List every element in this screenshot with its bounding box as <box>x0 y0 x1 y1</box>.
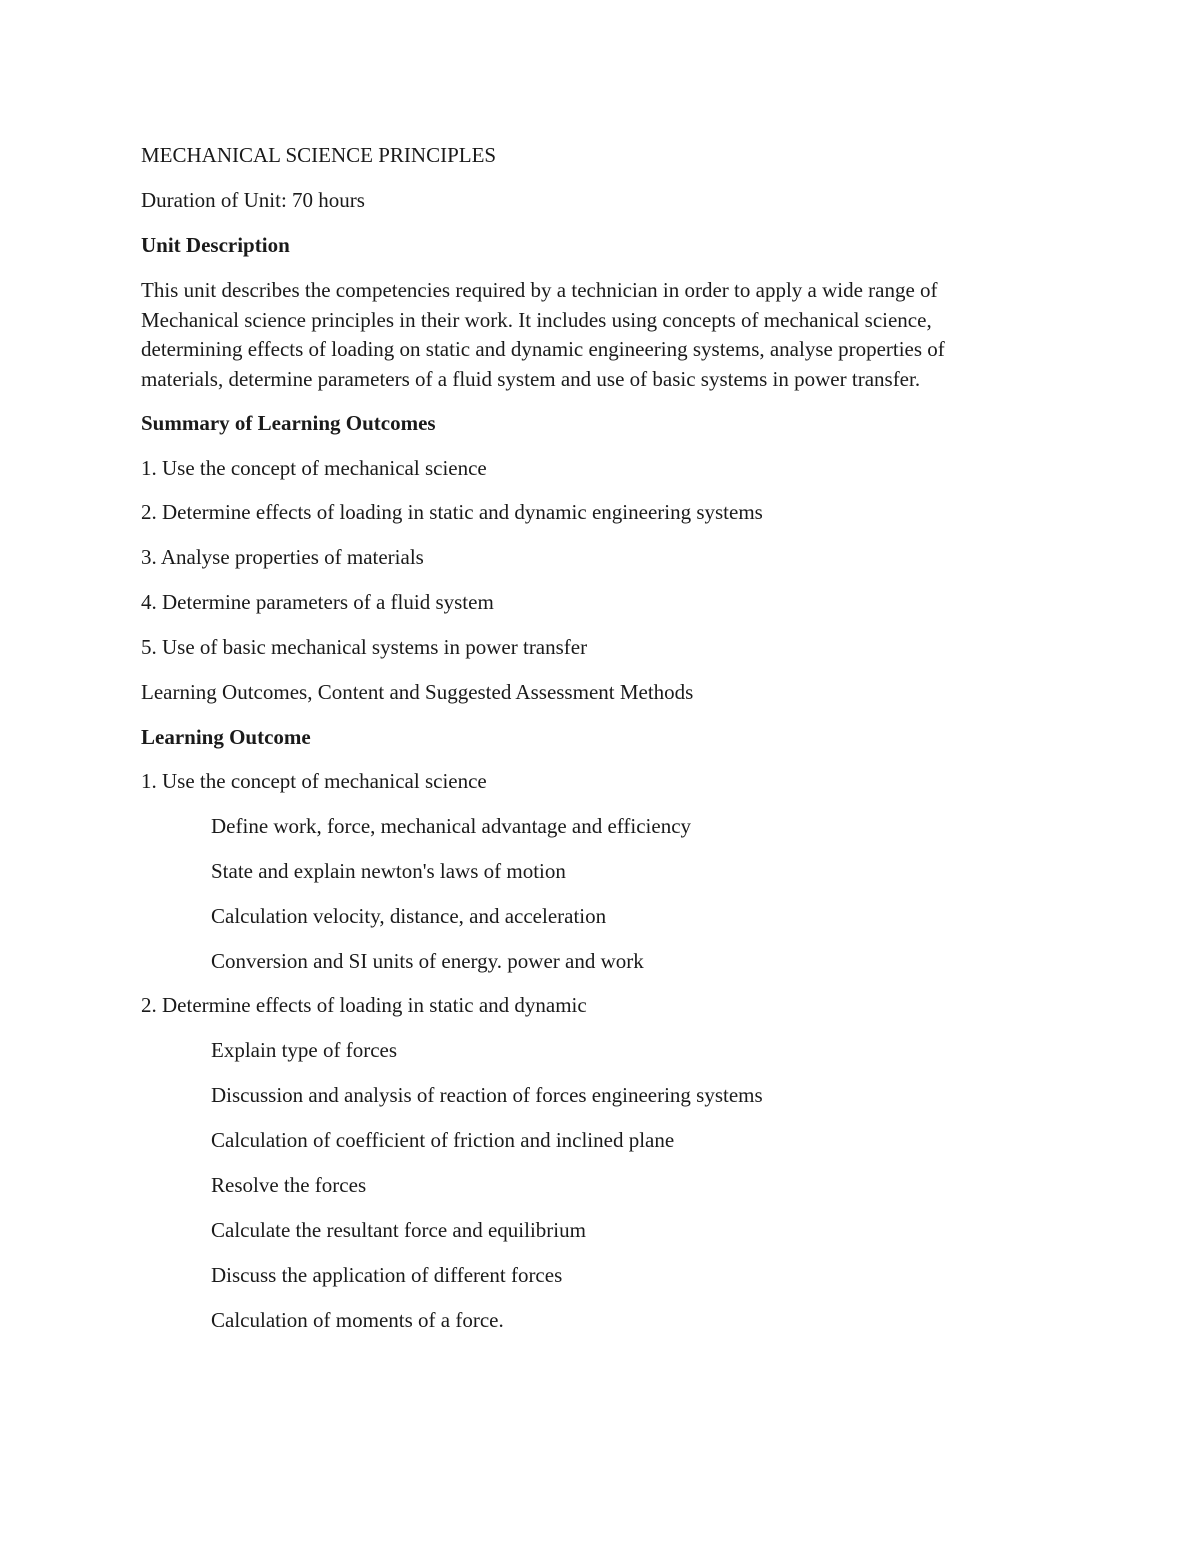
outcome-1-item: State and explain newton's laws of motion <box>211 859 566 883</box>
assessment-methods-line: Learning Outcomes, Content and Suggested Assessment Methods <box>141 680 694 704</box>
summary-item: 2. Determine effects of loading in static and dynamic engineering systems <box>141 500 763 524</box>
outcome-2-item: Explain type of forces <box>211 1038 398 1062</box>
outcome-2-item: Resolve the forces <box>211 1173 367 1197</box>
summary-heading: Summary of Learning Outcomes <box>141 411 436 435</box>
summary-item: 1. Use the concept of mechanical science <box>141 456 487 480</box>
outcome-2-title: 2. Determine effects of loading in static and dynamic <box>141 993 587 1017</box>
outcome-2-item: Calculation of moments of a force. <box>211 1308 504 1332</box>
outcome-1-title: 1. Use the concept of mechanical science <box>141 769 487 793</box>
summary-item: 5. Use of basic mechanical systems in power transfer <box>141 635 588 659</box>
unit-description-paragraph <box>141 276 1061 394</box>
summary-item: 4. Determine parameters of a fluid system <box>141 590 494 614</box>
unit-description-heading: Unit Description <box>141 233 290 257</box>
unit-description-line: This unit describes the competencies required by a technician in order to apply a wide range of <box>141 278 938 302</box>
summary-item: 3. Analyse properties of materials <box>141 545 424 569</box>
outcome-2-item: Discuss the application of different forces <box>211 1263 563 1287</box>
outcome-2-item: Calculation of coefficient of friction and inclined plane <box>211 1128 675 1152</box>
outcome-2-item: Discussion and analysis of reaction of forces engineering systems <box>211 1083 763 1107</box>
unit-description-line: materials, determine parameters of a fluid system and use of basic systems in power transfer. <box>141 366 921 391</box>
unit-description-line: determining effects of loading on static and dynamic engineering systems, analyse properties of <box>141 337 945 361</box>
outcome-2-item: Calculate the resultant force and equilibrium <box>211 1218 586 1242</box>
unit-description-line: Mechanical science principles in their work. It includes using concepts of mechanical science, <box>141 307 932 332</box>
outcome-1-item: Conversion and SI units of energy. power and work <box>211 949 644 973</box>
outcome-1-item: Define work, force, mechanical advantage and efficiency <box>211 814 692 838</box>
learning-outcome-heading: Learning Outcome <box>141 725 311 749</box>
outcome-1-item: Calculation velocity, distance, and acceleration <box>211 904 607 928</box>
unit-duration: Duration of Unit: 70 hours <box>141 188 365 212</box>
document-title: MECHANICAL SCIENCE PRINCIPLES <box>141 143 497 167</box>
